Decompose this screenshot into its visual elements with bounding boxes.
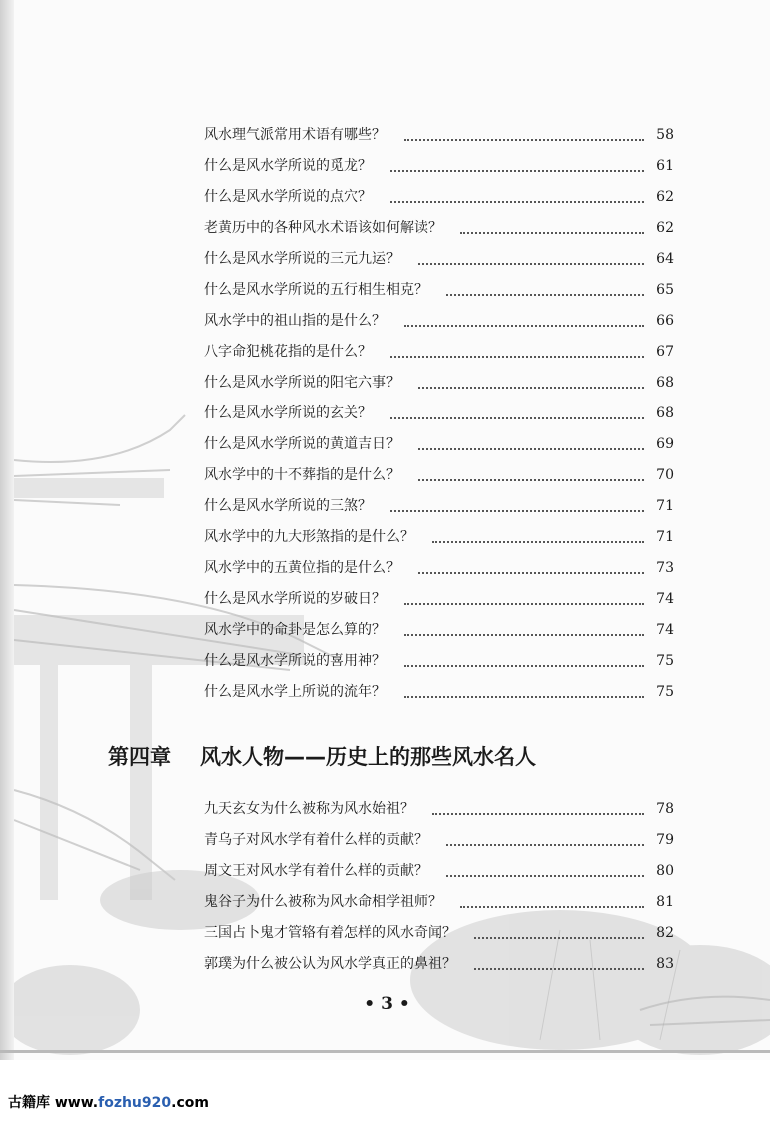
toc-entry-page: 62 — [656, 189, 674, 205]
toc-entry-title: 鬼谷子为什么被称为风水命相学祖师？ — [204, 894, 442, 910]
toc-entry-page: 58 — [656, 127, 674, 143]
toc-entry[interactable] — [204, 794, 674, 818]
chapter-number: 第四章 — [108, 745, 171, 769]
toc-entry-title: 什么是风水学所说的黄道吉日？ — [204, 436, 400, 452]
dot-leader — [474, 967, 644, 970]
dot-leader — [404, 695, 644, 698]
toc-entry-title: 什么是风水学所说的五行相生相克？ — [204, 282, 428, 298]
toc-entry[interactable] — [204, 646, 674, 670]
toc-entry-page: 69 — [656, 436, 674, 452]
toc-entry[interactable] — [204, 368, 674, 392]
toc-entry-title: 风水学中的祖山指的是什么？ — [204, 313, 386, 329]
dot-leader — [418, 386, 644, 389]
toc-entry-title: 周文王对风水学有着什么样的贡献？ — [204, 863, 428, 879]
dot-leader — [390, 355, 644, 358]
dot-leader — [446, 293, 644, 296]
toc-entry-title: 风水学中的九大形煞指的是什么？ — [204, 529, 414, 545]
toc-entry-page: 75 — [656, 684, 674, 700]
dot-leader — [418, 262, 644, 265]
toc-entry-title: 什么是风水学所说的岁破日？ — [204, 591, 386, 607]
toc-entry[interactable] — [204, 429, 674, 453]
toc-entry[interactable] — [204, 615, 674, 639]
toc-entry-title: 风水理气派常用术语有哪些？ — [204, 127, 386, 143]
page-number: • 3 • — [364, 994, 410, 1014]
toc-entry-page: 71 — [656, 529, 674, 545]
toc-entry-title: 什么是风水学所说的三煞？ — [204, 498, 372, 514]
toc-entry[interactable] — [204, 949, 674, 973]
page-bottom-divider — [0, 1050, 770, 1053]
toc-entry[interactable] — [204, 213, 674, 237]
toc-entry[interactable] — [204, 887, 674, 911]
toc-entry[interactable] — [204, 182, 674, 206]
dot-leader — [404, 633, 644, 636]
toc-entry-title: 青乌子对风水学有着什么样的贡献？ — [204, 832, 428, 848]
toc-entry[interactable] — [204, 825, 674, 849]
toc-entry-title: 什么是风水学所说的玄关？ — [204, 405, 372, 421]
toc-entry-page: 70 — [656, 467, 674, 483]
page-binding-edge — [0, 0, 14, 1060]
toc-entry-page: 79 — [656, 832, 674, 848]
toc-entry-title: 什么是风水学所说的点穴？ — [204, 189, 372, 205]
toc-entry-title: 什么是风水学所说的觅龙？ — [204, 158, 372, 174]
watermark-highlight: fozhu920 — [98, 1095, 172, 1111]
toc-entry-page: 71 — [656, 498, 674, 514]
toc-entry-page: 82 — [656, 925, 674, 941]
chapter-heading[interactable] — [108, 742, 668, 774]
toc-entry-title: 什么是风水学所说的阳宅六事？ — [204, 375, 400, 391]
toc-entry[interactable] — [204, 337, 674, 361]
toc-entry[interactable] — [204, 856, 674, 880]
toc-entry[interactable] — [204, 522, 674, 546]
toc-entry-page: 75 — [656, 653, 674, 669]
toc-entry-page: 66 — [656, 313, 674, 329]
dot-leader — [418, 447, 644, 450]
toc-entry[interactable] — [204, 918, 674, 942]
dot-leader — [460, 231, 644, 234]
dot-leader — [390, 416, 644, 419]
dot-leader — [446, 874, 644, 877]
toc-entry[interactable] — [204, 120, 674, 144]
toc-entry-page: 80 — [656, 863, 674, 879]
toc-entry-title: 什么是风水学所说的喜用神？ — [204, 653, 386, 669]
dot-leader — [418, 478, 644, 481]
toc-entry-title: 什么是风水学上所说的流年？ — [204, 684, 386, 700]
toc-entry-title: 郭璞为什么被公认为风水学真正的鼻祖？ — [204, 956, 456, 972]
dot-leader — [390, 200, 644, 203]
toc-entry-page: 81 — [656, 894, 674, 910]
watermark-suffix: .com — [171, 1095, 209, 1111]
toc-entry-page: 68 — [656, 405, 674, 421]
toc-entry[interactable] — [204, 306, 674, 330]
toc-entry[interactable] — [204, 398, 674, 422]
toc-entry-page: 68 — [656, 375, 674, 391]
toc-entry-title: 风水学中的五黄位指的是什么？ — [204, 560, 400, 576]
toc-entry-page: 67 — [656, 344, 674, 360]
watermark-prefix: 古籍库 www. — [8, 1095, 99, 1111]
dot-leader — [474, 936, 644, 939]
chapter-title: 风水人物——历史上的那些风水名人 — [200, 745, 536, 769]
dot-leader — [404, 138, 644, 141]
toc-entry-page: 64 — [656, 251, 674, 267]
toc-entry-page: 73 — [656, 560, 674, 576]
toc-entry[interactable] — [204, 584, 674, 608]
toc-entry-page: 74 — [656, 622, 674, 638]
toc-entry-page: 78 — [656, 801, 674, 817]
toc-entry-page: 61 — [656, 158, 674, 174]
toc-entry-title: 什么是风水学所说的三元九运？ — [204, 251, 400, 267]
toc-entry-title: 九天玄女为什么被称为风水始祖？ — [204, 801, 414, 817]
toc-entry[interactable] — [204, 275, 674, 299]
dot-leader — [446, 843, 644, 846]
toc-entry[interactable] — [204, 553, 674, 577]
dot-leader — [418, 571, 644, 574]
toc-entry[interactable] — [204, 460, 674, 484]
dot-leader — [432, 540, 644, 543]
toc-entry-page: 83 — [656, 956, 674, 972]
toc-entry-title: 风水学中的十不葬指的是什么？ — [204, 467, 400, 483]
dot-leader — [460, 905, 644, 908]
toc-entry-page: 74 — [656, 591, 674, 607]
dot-leader — [432, 812, 644, 815]
dot-leader — [390, 509, 644, 512]
dot-leader — [404, 602, 644, 605]
site-watermark — [8, 1092, 209, 1114]
toc-entry[interactable] — [204, 244, 674, 268]
toc-entry[interactable] — [204, 151, 674, 175]
dot-leader — [404, 324, 644, 327]
toc-entry-title: 八字命犯桃花指的是什么？ — [204, 344, 372, 360]
dot-leader — [390, 169, 644, 172]
dot-leader — [404, 664, 644, 667]
toc-entry-page: 62 — [656, 220, 674, 236]
toc-entry[interactable] — [204, 677, 674, 701]
toc-entry-title: 老黄历中的各种风水术语该如何解读？ — [204, 220, 442, 236]
toc-entry-page: 65 — [656, 282, 674, 298]
toc-entry-title: 三国占卜鬼才管辂有着怎样的风水奇闻？ — [204, 925, 456, 941]
toc-entry[interactable] — [204, 491, 674, 515]
toc-entry-title: 风水学中的命卦是怎么算的？ — [204, 622, 386, 638]
